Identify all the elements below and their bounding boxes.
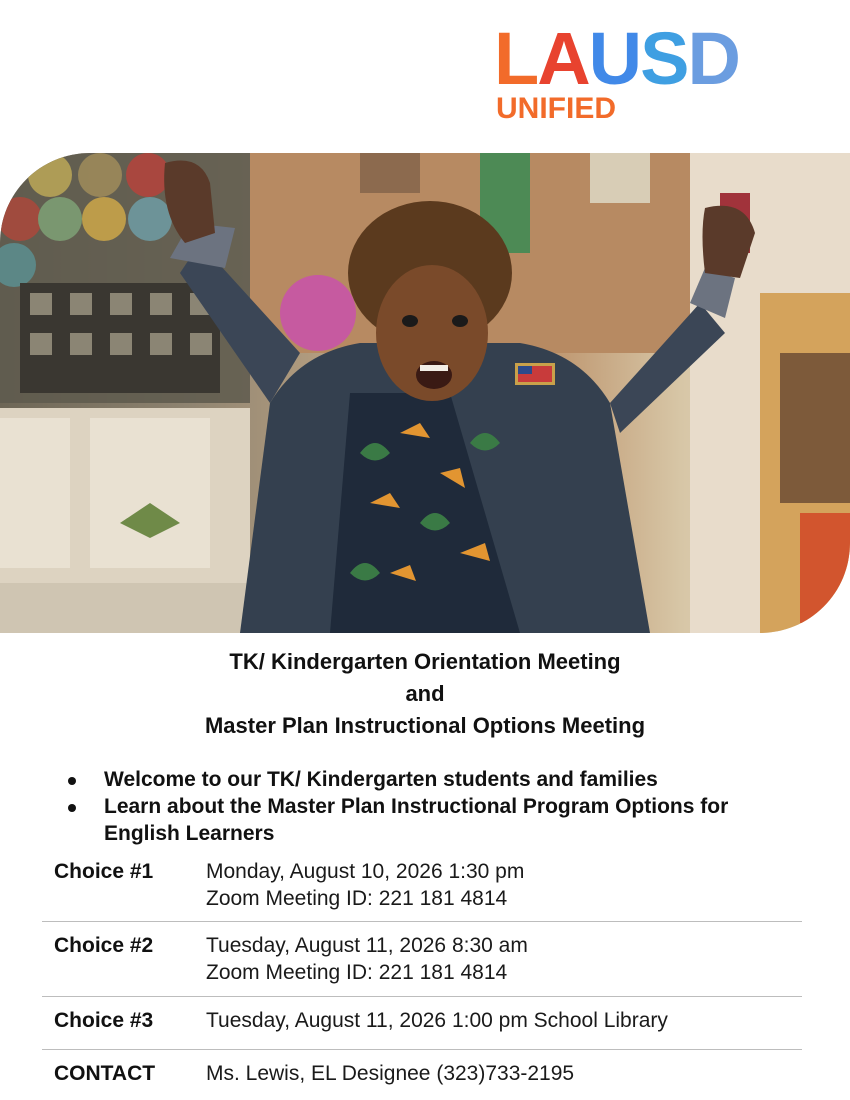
schedule-detail-line: Tuesday, August 11, 2026 1:00 pm School Library: [206, 1009, 668, 1032]
logo-letter: D: [687, 17, 739, 100]
bullet-text: Learn about the Master Plan Instructional Program Options for English Learners: [104, 795, 729, 845]
logo-letter: S: [640, 17, 688, 100]
heading-orientation: TK/ Kindergarten Orientation Meeting: [229, 649, 621, 674]
lausd-logo: [494, 17, 824, 126]
bullet-dot-icon: [68, 804, 76, 812]
schedule-detail: [206, 1060, 574, 1087]
info-bullet-list: [62, 766, 802, 847]
bullet-dot-icon: [68, 777, 76, 785]
logo-letter: L: [494, 17, 538, 100]
schedule-detail-line: Zoom Meeting ID: 221 181 4814: [206, 961, 508, 984]
schedule-label: CONTACT: [54, 1062, 156, 1085]
schedule-detail-line: Ms. Lewis, EL Designee (323)733-2195: [206, 1062, 575, 1085]
schedule-label: Choice #3: [54, 1009, 154, 1032]
schedule-table: [42, 854, 802, 1090]
bullet-text: Welcome to our TK/ Kindergarten students and families: [104, 768, 658, 791]
logo-subtitle: UNIFIED: [496, 92, 616, 125]
schedule-row-choice-1: [42, 854, 802, 922]
heading-and: and: [405, 681, 445, 706]
schedule-label: Choice #2: [54, 934, 154, 957]
schedule-row-choice-2: [42, 922, 802, 997]
schedule-row-contact: [42, 1050, 802, 1090]
logo-wordmark: [494, 17, 739, 100]
logo-letter: A: [537, 17, 589, 100]
schedule-detail: [206, 1007, 668, 1034]
bullet-item: [62, 766, 802, 793]
schedule-detail-line: Zoom Meeting ID: 221 181 4814: [206, 887, 508, 910]
photo-illustration: [0, 153, 850, 633]
bullet-item: [62, 793, 802, 847]
schedule-detail-line: Monday, August 10, 2026 1:30 pm: [206, 860, 525, 883]
schedule-detail-line: Tuesday, August 11, 2026 8:30 am: [206, 934, 528, 957]
heading-master-plan: Master Plan Instructional Options Meeting: [204, 713, 646, 738]
schedule-detail: [206, 858, 524, 912]
logo-letter: U: [588, 17, 641, 100]
child-cheering-photo: [0, 153, 850, 633]
schedule-detail: [206, 932, 528, 986]
schedule-row-choice-3: [42, 997, 802, 1050]
schedule-label: Choice #1: [54, 860, 154, 883]
